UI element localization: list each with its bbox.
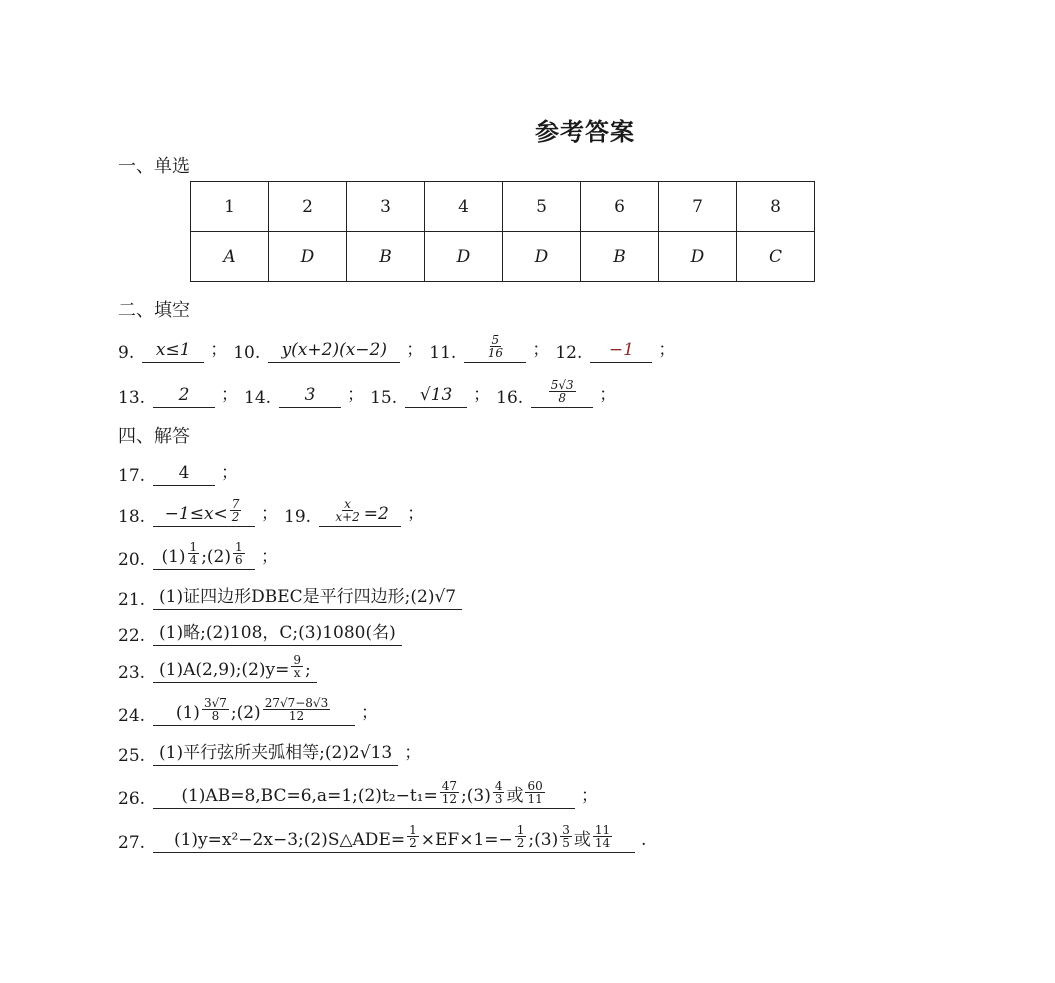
answer-text: ; (305, 660, 311, 680)
table-cell: B (347, 232, 425, 282)
table-cell: 7 (659, 182, 737, 232)
answer-blank: (1)证四边形DBEC是平行四边形;(2)√7 (153, 582, 462, 610)
denominator: 16 (487, 346, 503, 361)
question-number: 10. (233, 343, 261, 363)
separator: ； (221, 463, 239, 483)
answer-blank: y(x+2)(x−2) (268, 340, 400, 363)
denominator: 12 (288, 709, 305, 724)
numerator: 5√3 (550, 377, 574, 392)
table-cell: 1 (191, 182, 269, 232)
answer-line-27 (118, 813, 652, 853)
period: . (641, 830, 647, 850)
table-cell: 4 (425, 182, 503, 232)
fraction (515, 824, 527, 850)
denominator: x (293, 666, 301, 681)
table-cell: A (191, 232, 269, 282)
answer-text: ;(3) (461, 786, 491, 806)
answer-line-25 (118, 726, 427, 766)
separator: ； (404, 743, 422, 763)
numerator: 1 (189, 539, 198, 554)
answer-blank (531, 379, 593, 408)
table-cell: D (425, 232, 503, 282)
fraction (291, 654, 303, 680)
question-number: 15. (370, 388, 398, 408)
answer-text: 或 (573, 830, 591, 850)
table-cell: 3 (347, 182, 425, 232)
table-cell: B (581, 232, 659, 282)
fraction (333, 498, 361, 524)
answer-blank: (1)略;(2)108，C;(3)1080(名) (153, 618, 402, 646)
answer-blank (153, 697, 355, 726)
denominator: 8 (211, 709, 220, 724)
answer-blank (153, 780, 575, 809)
question-number: 9. (118, 343, 135, 363)
fraction (202, 697, 229, 723)
numerator: 5 (491, 332, 500, 347)
fill-line-9-12 (118, 323, 681, 363)
answer-blank: 3 (279, 385, 341, 408)
fraction (493, 780, 505, 806)
fraction (549, 379, 576, 405)
answer-blank: 4 (153, 463, 215, 486)
denominator: 5 (562, 836, 570, 851)
denominator: 4 (189, 553, 198, 568)
separator: ； (532, 340, 550, 360)
answer-line-23 (118, 643, 321, 683)
question-number: 27. (118, 833, 146, 853)
separator: ； (221, 385, 239, 405)
question-number: 23. (118, 663, 146, 683)
answer-text: (1) (161, 547, 186, 567)
numerator: 1 (235, 539, 243, 554)
numerator: 4 (494, 778, 503, 793)
denominator: 8 (558, 391, 566, 406)
numerator: 3 (562, 822, 570, 837)
page-title: 参考答案 (535, 117, 635, 146)
answer-blank: √13 (405, 385, 467, 408)
answer-line-17 (118, 446, 244, 486)
denominator: 11 (527, 792, 543, 807)
fill-line-13-16 (118, 368, 622, 408)
table-cell: D (269, 232, 347, 282)
question-number: 24. (118, 706, 146, 726)
answer-text: ;(2) (230, 703, 261, 723)
answer-line-20 (118, 530, 284, 570)
section-fill-blank: 二、填空 (118, 300, 190, 321)
numerator: 3√7 (203, 695, 227, 710)
numerator: 1 (516, 822, 525, 837)
question-number: 22. (118, 626, 146, 646)
fraction (233, 541, 245, 567)
answer-text: −1≤x< (164, 504, 228, 524)
question-number: 20. (118, 550, 146, 570)
fraction (486, 334, 505, 360)
denominator: x+2 (335, 510, 360, 525)
answer-blank (153, 654, 317, 683)
answer-blank: x≤1 (142, 340, 204, 363)
denominator: 2 (516, 836, 525, 851)
separator: ； (407, 504, 425, 524)
table-cell: C (737, 232, 815, 282)
separator: ； (261, 547, 279, 567)
question-number: 25. (118, 746, 146, 766)
answer-text: (1)y=x²−2x−3;(2)S△ADE= (173, 830, 406, 850)
separator: ； (581, 786, 599, 806)
numerator: 1 (409, 822, 417, 837)
answer-line-22 (118, 606, 406, 646)
table-cell: 6 (581, 182, 659, 232)
fraction (560, 824, 572, 850)
answer-blank (153, 498, 255, 527)
separator: ； (658, 340, 676, 360)
answer-table-letters-row (191, 232, 815, 282)
answer-blank: 2 (153, 385, 215, 408)
denominator: 6 (235, 553, 243, 568)
separator: ； (406, 340, 424, 360)
fraction (525, 780, 544, 806)
denominator: 3 (494, 792, 503, 807)
separator: ； (473, 385, 491, 405)
question-number: 19. (284, 507, 312, 527)
question-number: 11. (429, 343, 457, 363)
answer-blank: −1 (590, 340, 652, 363)
question-number: 14. (244, 388, 272, 408)
fraction (407, 824, 419, 850)
answer-text: ;(3) (528, 830, 559, 850)
answer-text: =2 (363, 504, 389, 524)
answer-line-18-19 (118, 487, 430, 527)
question-number: 18. (118, 507, 146, 527)
denominator: 2 (409, 836, 417, 851)
separator: ； (261, 504, 279, 524)
denominator: 14 (594, 836, 611, 851)
answer-line-24 (118, 686, 384, 726)
question-number: 17. (118, 466, 146, 486)
answer-table-numbers-row (191, 182, 815, 232)
numerator: 47 (441, 778, 458, 793)
answer-text: (1)AB=8,BC=6,a=1;(2)t₂−t₁= (181, 786, 438, 806)
separator: ； (599, 385, 617, 405)
answer-blank (319, 498, 401, 527)
separator: ； (210, 340, 228, 360)
question-number: 21. (118, 590, 146, 610)
table-cell: 5 (503, 182, 581, 232)
answer-text: ×EF×1=− (420, 830, 513, 850)
numerator: 9 (293, 652, 302, 667)
numerator: 60 (527, 778, 543, 793)
numerator: 7 (231, 496, 240, 511)
question-number: 26. (118, 789, 146, 809)
question-number: 13. (118, 388, 146, 408)
fraction (188, 541, 200, 567)
fraction (230, 498, 242, 524)
separator: ； (347, 385, 365, 405)
numerator: 11 (594, 822, 611, 837)
table-cell: D (659, 232, 737, 282)
section-single-choice: 一、单选 (118, 156, 190, 177)
question-number: 16. (496, 388, 524, 408)
answer-blank (153, 541, 255, 570)
table-cell: 2 (269, 182, 347, 232)
table-cell: 8 (737, 182, 815, 232)
answer-text: (1) (175, 703, 200, 723)
answer-text: (1)A(2,9);(2)y= (159, 660, 290, 680)
answer-blank (153, 824, 635, 853)
numerator: 27√7−8√3 (264, 695, 329, 710)
fraction (440, 780, 459, 806)
fraction (593, 824, 612, 850)
denominator: 12 (441, 792, 458, 807)
answer-line-21 (118, 570, 466, 610)
table-cell: D (503, 232, 581, 282)
answer-blank (464, 334, 526, 363)
numerator: x (344, 496, 351, 511)
separator: ； (361, 703, 379, 723)
answer-blank: (1)平行弦所夹弧相等;(2)2√13 (153, 738, 398, 766)
answer-table (190, 181, 815, 282)
question-number: 12. (555, 343, 583, 363)
answer-text: ;(2) (201, 547, 231, 567)
answer-text: 或 (506, 786, 524, 806)
denominator: 2 (231, 510, 240, 525)
fraction (263, 697, 331, 723)
answer-line-26 (118, 769, 604, 809)
section-solve: 四、解答 (118, 426, 190, 447)
